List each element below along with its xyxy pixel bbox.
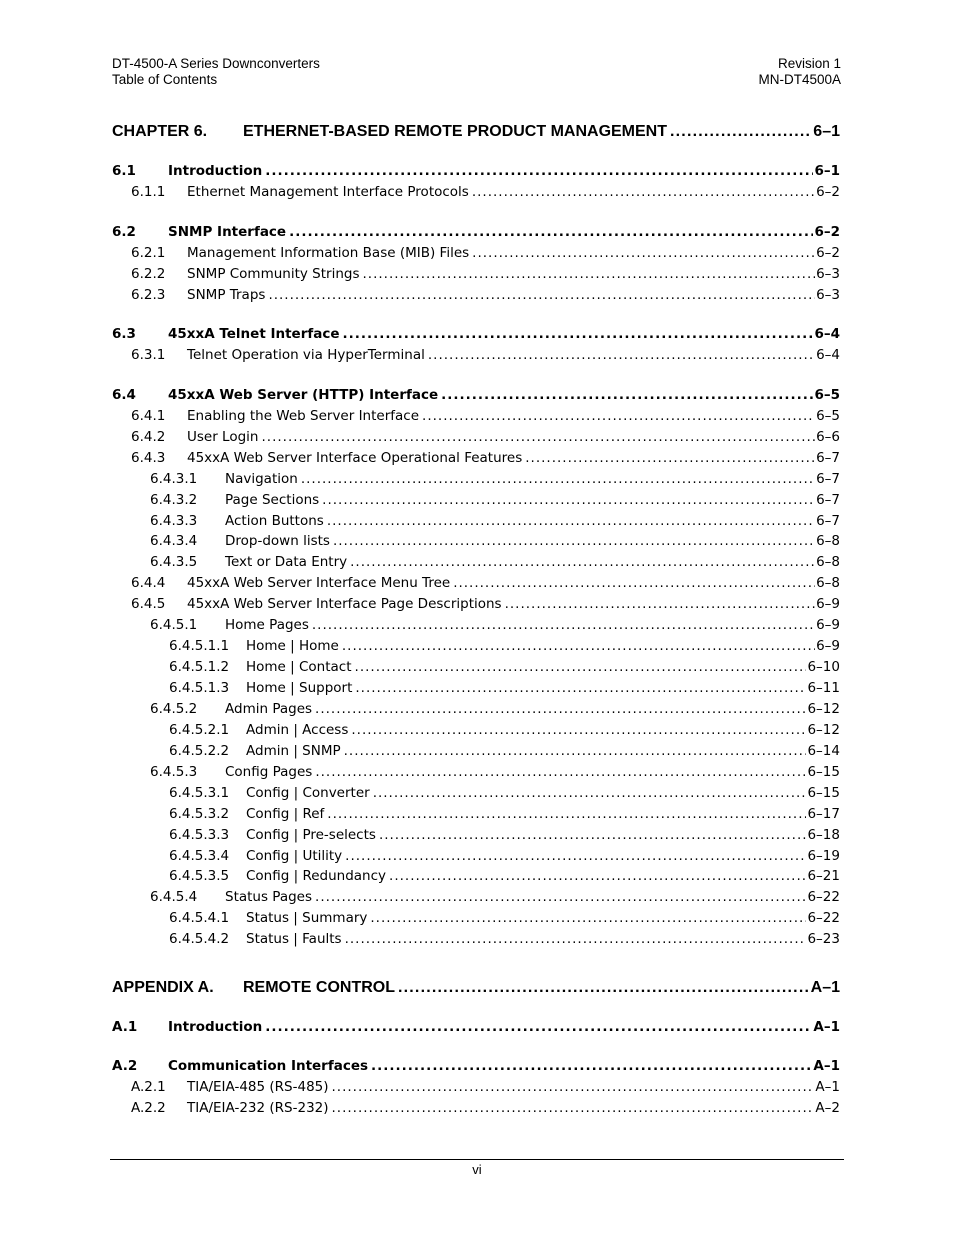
toc-entry-sub2[interactable] (150, 532, 840, 551)
toc-entry-title: Config | Pre-selects (246, 827, 376, 843)
toc-entry-sub3[interactable] (169, 805, 840, 824)
toc-entry-number: 6.4.5.1.2 (169, 659, 230, 675)
toc-entry-title: Page Sections (225, 492, 320, 508)
toc-entry-title: Telnet Operation via HyperTerminal (187, 347, 425, 363)
toc-entry-page: 6–2 (814, 224, 840, 240)
dot-leader (371, 1057, 812, 1075)
toc-entry-number: 6.4.5.3.5 (169, 868, 230, 884)
dot-leader (505, 595, 815, 613)
toc-entry-number: 6.4.3.5 (150, 554, 198, 570)
toc-entry-page: 6–8 (816, 533, 840, 549)
toc-entry-sub2[interactable] (150, 512, 840, 531)
toc-entry-page: 6–22 (807, 910, 840, 926)
toc-entry-sub2[interactable] (150, 700, 840, 719)
dot-leader (525, 449, 815, 467)
toc-entry-number: 6.4.5.3.3 (169, 827, 230, 843)
toc-entry-number: 6.4.3.4 (150, 533, 198, 549)
running-header-left (112, 56, 320, 88)
toc-entry-sub1[interactable] (131, 595, 840, 614)
dot-leader (301, 470, 815, 488)
dot-leader (345, 847, 806, 865)
toc-entry-sub3[interactable] (169, 826, 840, 845)
toc-entry-number: 6.2.2 (131, 266, 166, 282)
toc-entry-page: 6–9 (816, 596, 840, 612)
toc-entry-page: 6–14 (807, 743, 840, 759)
toc-entry-sub1[interactable] (131, 183, 840, 202)
toc-entry-sub3[interactable] (169, 847, 840, 866)
toc-entry-number: 6.2 (112, 224, 136, 240)
toc-entry-number: 6.4.5.1.3 (169, 680, 230, 696)
section-name: Table of Contents (112, 72, 218, 87)
dot-leader (315, 700, 806, 718)
toc-entry-sub1[interactable] (131, 1078, 840, 1097)
page-number: vi (472, 1162, 482, 1177)
toc-entry-number: A.2.1 (131, 1079, 166, 1095)
toc-entry-page: 6–19 (807, 848, 840, 864)
dot-leader (441, 386, 813, 404)
toc-entry-page: 6–8 (816, 575, 840, 591)
toc-entry-sub1[interactable] (131, 265, 840, 284)
toc-entry-number: 6.4.1 (131, 408, 166, 424)
toc-entry-number: 6.4.5.2 (150, 701, 198, 717)
toc-entry-sub3[interactable] (169, 721, 840, 740)
toc-entry-page: A–1 (810, 979, 840, 996)
toc-entry-title: ETHERNET-BASED REMOTE PRODUCT MANAGEMENT (243, 123, 668, 140)
toc-entry-number: 6.3 (112, 326, 136, 342)
toc-entry-title: Navigation (225, 471, 298, 487)
toc-entry-title: Status | Faults (246, 931, 342, 947)
toc-entry-page: A–1 (815, 1079, 840, 1095)
toc-entry-title: Config Pages (225, 764, 313, 780)
toc-entry-title: 45xxA Web Server (HTTP) Interface (168, 387, 439, 403)
toc-entry-page: A–1 (813, 1058, 840, 1074)
toc-entry-page: 6–22 (807, 889, 840, 905)
dot-leader (332, 1099, 815, 1117)
toc-entry-number: 6.4.3.1 (150, 471, 198, 487)
toc-entry-sub2[interactable] (150, 888, 840, 907)
toc-entry-title: Admin | SNMP (246, 743, 341, 759)
toc-entry-title: Status Pages (225, 889, 313, 905)
toc-entry-page: 6–9 (816, 638, 840, 654)
toc-entry-number: 6.4.3.3 (150, 513, 198, 529)
footer-rule (110, 1159, 844, 1160)
toc-entry-page: 6–3 (816, 266, 840, 282)
toc-entry-sub3[interactable] (169, 742, 840, 761)
document-title: DT-4500-A Series Downconverters (112, 56, 320, 71)
toc-entry-page: 6–12 (807, 722, 840, 738)
dot-leader (345, 930, 807, 948)
toc-entry-section[interactable] (112, 1057, 840, 1076)
toc-entry-number: 6.4.5.4.2 (169, 931, 230, 947)
toc-entry-number: 6.4.5.4 (150, 889, 198, 905)
toc-entry-sub1[interactable] (131, 346, 840, 365)
toc-entry-title: Introduction (168, 163, 263, 179)
toc-entry-sub3[interactable] (169, 867, 840, 886)
toc-entry-number: 6.1.1 (131, 184, 166, 200)
dot-leader (428, 346, 815, 364)
toc-entry-sub2[interactable] (150, 491, 840, 510)
toc-entry-title: Home | Home (246, 638, 339, 654)
toc-entry-number: 6.4.5.3 (150, 764, 198, 780)
toc-entry-sub3[interactable] (169, 679, 840, 698)
dot-leader (332, 1078, 815, 1096)
toc-entry-title: Admin Pages (225, 701, 313, 717)
toc-entry-page: 6–3 (816, 287, 840, 303)
toc-entry-number: A.1 (112, 1019, 138, 1035)
toc-entry-number: 6.4.5.2.2 (169, 743, 230, 759)
dot-leader (363, 265, 816, 283)
toc-entry-title: TIA/EIA-485 (RS-485) (187, 1079, 329, 1095)
dot-leader (333, 532, 815, 550)
toc-entry-sub2[interactable] (150, 763, 840, 782)
toc-entry-number: 6.4.5.2.1 (169, 722, 230, 738)
toc-entry-title: Drop-down lists (225, 533, 330, 549)
dot-leader (342, 637, 815, 655)
toc-entry-page: 6–5 (816, 408, 840, 424)
dot-leader (373, 784, 807, 802)
toc-entry-page: 6–6 (816, 429, 840, 445)
toc-entry-page: 6–4 (816, 347, 840, 363)
toc-entry-sub2[interactable] (150, 553, 840, 572)
dot-leader (265, 162, 813, 180)
toc-entry-number: 6.4.5.3.4 (169, 848, 230, 864)
toc-entry-page: 6–7 (816, 513, 840, 529)
toc-entry-sub1[interactable] (131, 244, 840, 263)
dot-leader (398, 978, 810, 998)
dot-leader (265, 1018, 812, 1036)
toc-entry-title: 45xxA Telnet Interface (168, 326, 340, 342)
toc-entry-page: A–2 (815, 1100, 840, 1116)
toc-entry-number: 6.4.5.1 (150, 617, 198, 633)
toc-entry-sub2[interactable] (150, 470, 840, 489)
toc-entry-title: Action Buttons (225, 513, 324, 529)
dot-leader (370, 909, 806, 927)
toc-entry-number: 6.4.5.1.1 (169, 638, 230, 654)
toc-entry-section[interactable] (112, 325, 840, 344)
toc-entry-title: SNMP Traps (187, 287, 266, 303)
toc-entry-number: 6.4.5.3.1 (169, 785, 230, 801)
dot-leader (379, 826, 807, 844)
toc-entry-page: 6–9 (816, 617, 840, 633)
toc-entry-page: 6–5 (814, 387, 840, 403)
toc-entry-section[interactable] (112, 1018, 840, 1037)
dot-leader (268, 286, 815, 304)
dot-leader (355, 679, 806, 697)
toc-entry-page: 6–15 (807, 785, 840, 801)
toc-entry-title: Home | Support (246, 680, 353, 696)
running-header-right (758, 56, 841, 88)
toc-entry-number: 6.4.5.4.1 (169, 910, 230, 926)
dot-leader (343, 325, 814, 343)
toc-entry-number: 6.4.5.3.2 (169, 806, 230, 822)
toc-entry-chapter[interactable] (112, 122, 840, 144)
toc-entry-sub1[interactable] (131, 286, 840, 305)
toc-entry-sub3[interactable] (169, 637, 840, 656)
toc-entry-title: User Login (187, 429, 259, 445)
toc-entry-page: 6–21 (807, 868, 840, 884)
toc-entry-sub1[interactable] (131, 449, 840, 468)
toc-entry-title: Config | Redundancy (246, 868, 387, 884)
toc-entry-sub3[interactable] (169, 930, 840, 949)
dot-leader (453, 574, 815, 592)
toc-entry-number: A.2 (112, 1058, 138, 1074)
dot-leader (350, 553, 815, 571)
toc-entry-sub1[interactable] (131, 1099, 840, 1118)
toc-entry-page: 6–23 (807, 931, 840, 947)
dot-leader (670, 122, 812, 142)
toc-entry-number: CHAPTER 6. (112, 123, 208, 140)
toc-entry-number: 6.1 (112, 163, 136, 179)
toc-entry-number: 6.3.1 (131, 347, 166, 363)
dot-leader (472, 244, 815, 262)
dot-leader (355, 658, 807, 676)
toc-entry-number: APPENDIX A. (112, 979, 214, 996)
toc-entry-title: Config | Ref (246, 806, 325, 822)
toc-entry-title: Status | Summary (246, 910, 368, 926)
toc-entry-page: 6–10 (807, 659, 840, 675)
revision-label: Revision 1 (777, 56, 841, 71)
toc-entry-page: 6–2 (816, 245, 840, 261)
toc-entry-sub1[interactable] (131, 574, 840, 593)
toc-entry-title: Home | Contact (246, 659, 352, 675)
toc-entry-title: Introduction (168, 1019, 263, 1035)
toc-entry-sub3[interactable] (169, 658, 840, 677)
toc-entry-title: TIA/EIA-232 (RS-232) (187, 1100, 329, 1116)
dot-leader (472, 183, 815, 201)
toc-entry-page: 6–7 (816, 492, 840, 508)
toc-entry-page: 6–8 (816, 554, 840, 570)
toc-entry-page: 6–15 (807, 764, 840, 780)
toc-entry-sub3[interactable] (169, 784, 840, 803)
toc-entry-number: 6.4.2 (131, 429, 166, 445)
toc-entry-page: 6–17 (807, 806, 840, 822)
dot-leader (389, 867, 806, 885)
toc-entry-page: 6–4 (814, 326, 840, 342)
toc-entry-title: 45xxA Web Server Interface Operational Features (187, 450, 523, 466)
dot-leader (261, 428, 815, 446)
toc-entry-title: 45xxA Web Server Interface Menu Tree (187, 575, 451, 591)
toc-entry-title: SNMP Interface (168, 224, 287, 240)
toc-entry-page: 6–12 (807, 701, 840, 717)
toc-entry-number: 6.4 (112, 387, 136, 403)
toc-entry-title: Home Pages (225, 617, 309, 633)
dot-leader (327, 512, 815, 530)
toc-entry-number: 6.4.3.2 (150, 492, 198, 508)
dot-leader (322, 491, 815, 509)
toc-entry-number: 6.4.5 (131, 596, 166, 612)
toc-entry-title: Enabling the Web Server Interface (187, 408, 420, 424)
toc-entry-page: 6–1 (813, 123, 840, 140)
toc-entry-sub2[interactable] (150, 616, 840, 635)
toc-entry-title: Admin | Access (246, 722, 349, 738)
toc-entry-sub3[interactable] (169, 909, 840, 928)
toc-entry-section[interactable] (112, 162, 840, 181)
toc-entry-title: Text or Data Entry (225, 554, 348, 570)
dot-leader (315, 888, 806, 906)
toc-entry-page: 6–7 (816, 471, 840, 487)
dot-leader (327, 805, 806, 823)
toc-entry-number: 6.2.1 (131, 245, 166, 261)
toc-entry-number: 6.4.4 (131, 575, 166, 591)
toc-entry-page: 6–7 (816, 450, 840, 466)
toc-entry-title: Config | Utility (246, 848, 343, 864)
toc-entry-page: A–1 (813, 1019, 840, 1035)
dot-leader (344, 742, 807, 760)
toc-entry-page: 6–11 (807, 680, 840, 696)
toc-entry-title: Management Information Base (MIB) Files (187, 245, 470, 261)
toc-entry-title: REMOTE CONTROL (243, 979, 395, 996)
toc-entry-number: A.2.2 (131, 1100, 166, 1116)
toc-entry-page: 6–2 (816, 184, 840, 200)
dot-leader (289, 223, 813, 241)
toc-entry-title: Config | Converter (246, 785, 370, 801)
toc-entry-title: SNMP Community Strings (187, 266, 360, 282)
dot-leader (351, 721, 806, 739)
toc-entry-chapter[interactable] (112, 978, 840, 1000)
toc-entry-sub1[interactable] (131, 428, 840, 447)
dot-leader (312, 616, 815, 634)
dot-leader (422, 407, 815, 425)
dot-leader (315, 763, 806, 781)
toc-entry-section[interactable] (112, 223, 840, 242)
toc-entry-title: Ethernet Management Interface Protocols (187, 184, 469, 200)
toc-entry-title: Communication Interfaces (168, 1058, 369, 1074)
manual-number: MN-DT4500A (758, 72, 841, 87)
toc-entry-page: 6–18 (807, 827, 840, 843)
toc-entry-sub1[interactable] (131, 407, 840, 426)
toc-entry-page: 6–1 (814, 163, 840, 179)
toc-entry-title: 45xxA Web Server Interface Page Descriptions (187, 596, 502, 612)
toc-entry-section[interactable] (112, 386, 840, 405)
toc-entry-number: 6.4.3 (131, 450, 166, 466)
toc-entry-number: 6.2.3 (131, 287, 166, 303)
